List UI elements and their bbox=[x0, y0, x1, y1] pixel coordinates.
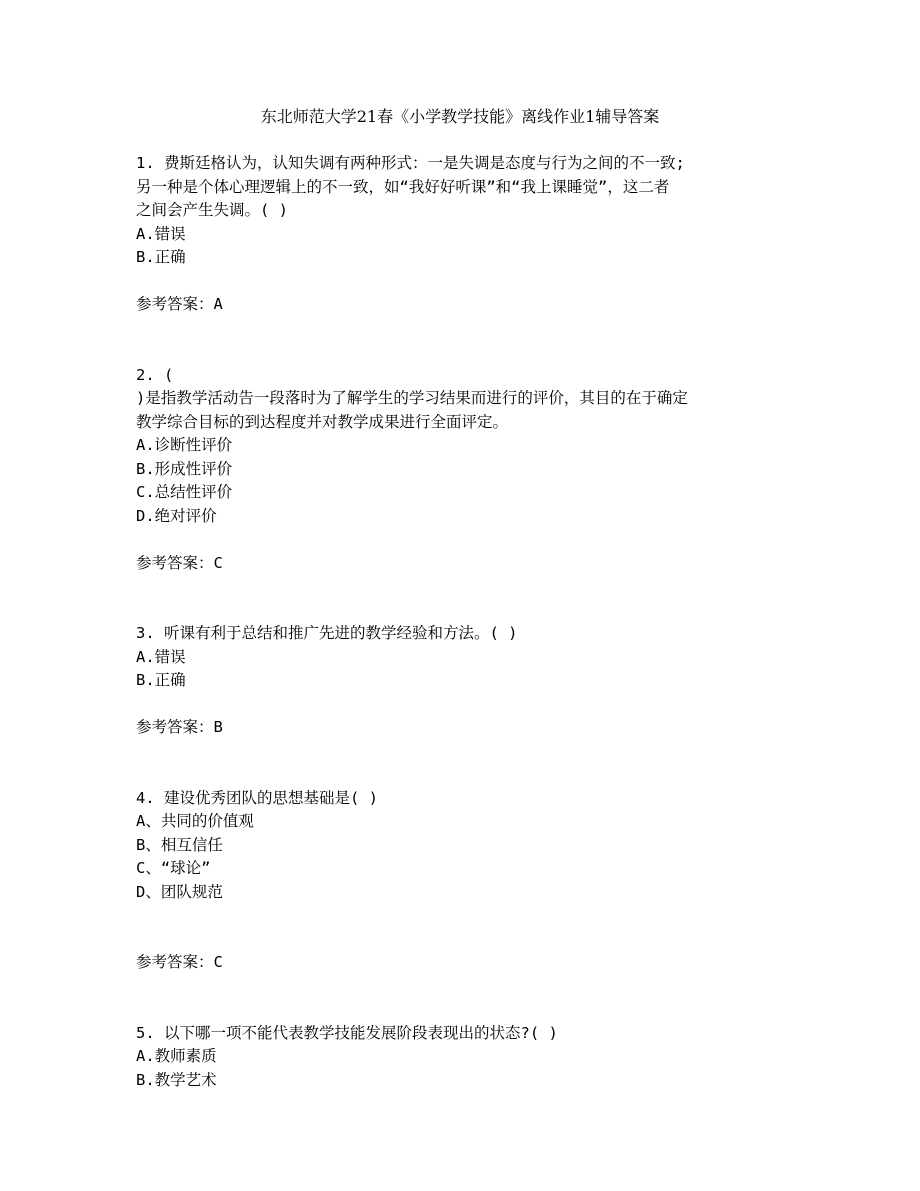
document-title: 东北师范大学21春《小学教学技能》离线作业1辅导答案 bbox=[260, 107, 660, 126]
question-1-option-a: A.错误 bbox=[136, 224, 186, 243]
question-3-option-a: A.错误 bbox=[136, 647, 186, 666]
question-5 bbox=[136, 1022, 796, 1093]
question-3-option-b: B.正确 bbox=[136, 671, 186, 689]
question-3 bbox=[136, 622, 796, 787]
question-2-line-1: 2. ( bbox=[136, 365, 174, 384]
question-2-option-d: D.绝对评价 bbox=[136, 506, 217, 525]
question-1-answer: 参考答案：A bbox=[136, 295, 223, 313]
question-2 bbox=[136, 364, 796, 623]
question-4-option-c: C、“球论” bbox=[136, 859, 211, 877]
question-2-line-3: 教学综合目标的到达程度并对教学成果进行全面评定。 bbox=[136, 412, 509, 431]
question-1 bbox=[136, 152, 796, 364]
question-1-line-3: 之间会产生失调。( ) bbox=[136, 201, 288, 219]
question-5-option-a: A.教师素质 bbox=[136, 1047, 217, 1065]
question-5-option-b: B.教学艺术 bbox=[136, 1070, 217, 1089]
question-5-line-1: 5. 以下哪一项不能代表教学技能发展阶段表现出的状态?( ) bbox=[136, 1023, 558, 1042]
question-1-line-1: 1. 费斯廷格认为，认知失调有两种形式：一是失调是态度与行为之间的不一致; bbox=[136, 154, 685, 172]
document-body bbox=[136, 152, 796, 1092]
question-2-line-2: )是指教学活动告一段落时为了解学生的学习结果而进行的评价，其目的在于确定 bbox=[136, 389, 688, 407]
question-3-answer: 参考答案：B bbox=[136, 718, 223, 736]
question-4-option-b: B、相互信任 bbox=[136, 835, 223, 854]
question-2-option-b: B.形成性评价 bbox=[136, 459, 233, 478]
question-1-line-2: 另一种是个体心理逻辑上的不一致，如“我好好听课”和“我上课睡觉”，这二者 bbox=[136, 177, 670, 196]
question-4-option-a: A、共同的价值观 bbox=[136, 812, 254, 830]
question-4-line-1: 4. 建设优秀团队的思想基础是( ) bbox=[136, 788, 378, 807]
question-2-answer: 参考答案：C bbox=[136, 553, 223, 572]
question-4 bbox=[136, 787, 796, 1022]
question-4-answer: 参考答案：C bbox=[136, 953, 223, 971]
question-1-option-b: B.正确 bbox=[136, 248, 186, 266]
question-2-option-c: C.总结性评价 bbox=[136, 483, 233, 501]
question-3-line-1: 3. 听课有利于总结和推广先进的教学经验和方法。( ) bbox=[136, 624, 518, 642]
question-4-option-d: D、团队规范 bbox=[136, 882, 223, 901]
question-2-option-a: A.诊断性评价 bbox=[136, 436, 233, 454]
